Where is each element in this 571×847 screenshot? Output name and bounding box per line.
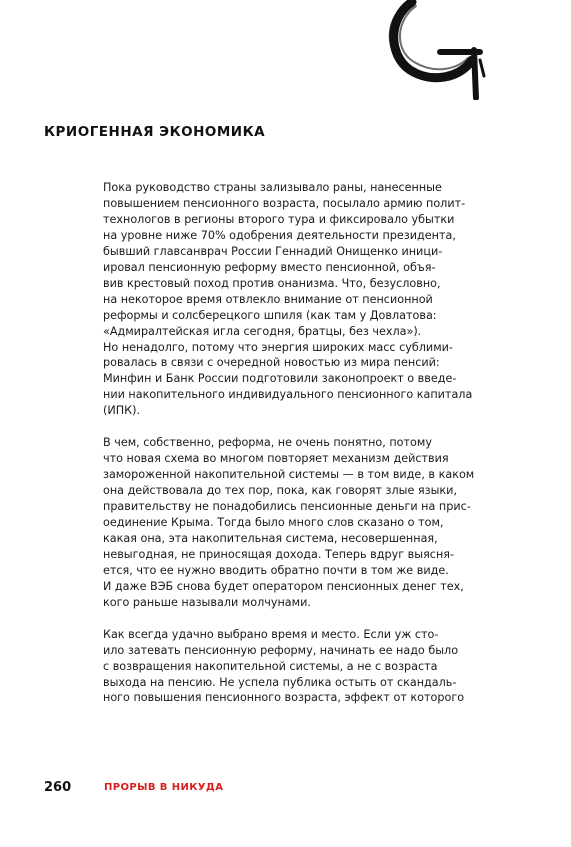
paragraph-3: [103, 627, 493, 707]
page-number: 260: [44, 780, 72, 795]
text-line: ется, что ее нужно вводить обратно почти в том же виде.: [103, 563, 449, 577]
text-line: ного повышения пенсионного возраста, эффект от которого: [103, 691, 465, 705]
text-line: Как всегда удачно выбрано время и место. Если уж сто-: [103, 627, 439, 641]
text-line: правительству не понадобились пенсионные деньги на прис-: [103, 500, 471, 514]
text-line: ировал пенсионную реформу вместо пенсионной, объя-: [103, 260, 436, 274]
text-line: бывший главсанврач России Геннадий Онищенко иници-: [103, 244, 443, 258]
text-line: выхода на пенсию. Не успела публика остыть от скандаль-: [103, 675, 457, 689]
text-line: оединение Крыма. Тогда было много слов сказано о том,: [103, 516, 444, 529]
text-line: на некоторое время отвлекло внимание от пенсионной: [103, 292, 433, 306]
text-line: вив крестовый поход против онанизма. Что, безусловно,: [103, 276, 441, 290]
brush-stroke-g-logo-icon: [380, 0, 490, 100]
text-line: (ИПК).: [103, 404, 141, 418]
text-line: ровалась в связи с очередной новостью из мира пенсий:: [103, 356, 440, 370]
text-line: какая она, эта накопительная система, несовершенная,: [103, 531, 438, 545]
paragraph-2: [103, 435, 493, 610]
text-line: повышением пенсионного возраста, посылало армию полит-: [103, 196, 466, 210]
text-line: «Адмиралтейская игла сегодня, братцы, без чехла»).: [103, 324, 422, 338]
running-footer-book-title: ПРОРЫВ В НИКУДА: [104, 782, 224, 793]
paragraph-1: [103, 180, 493, 419]
text-line: замороженной накопительной системы — в том виде, в каком: [103, 468, 475, 482]
text-line: кого раньше называли молчунами.: [103, 595, 311, 609]
text-line: что новая схема во многом повторяет механизм действия: [103, 452, 449, 466]
text-line: технологов в регионы второго тура и фиксировало убытки: [103, 212, 455, 226]
text-line: на уровне ниже 70% одобрения деятельности президента,: [103, 228, 456, 242]
text-line: В чем, собственно, реформа, не очень понятно, потому: [103, 436, 432, 450]
text-line: с возвращения накопительной системы, а не с возраста: [103, 659, 438, 673]
text-line: невыгодная, не приносящая дохода. Теперь вдруг выясня-: [103, 547, 455, 561]
text-line: Но ненадолго, потому что энергия широких масс сублими-: [103, 340, 453, 354]
text-line: Пока руководство страны зализывало раны, нанесенные: [103, 181, 442, 194]
section-title: КРИОГЕННАЯ ЭКОНОМИКА: [44, 124, 266, 140]
text-line: она действовала до тех пор, пока, как говорят злые языки,: [103, 484, 458, 498]
text-line: реформы и солсберецкого шпиля (как там у Довлатова:: [103, 308, 437, 322]
article-body: [103, 180, 493, 722]
text-line: ило затевать пенсионную реформу, начинать ее надо было: [103, 643, 459, 657]
text-line: Минфин и Банк России подготовили законопроект о введе-: [103, 372, 457, 386]
text-line: нии накопительного индивидуального пенсионного капитала: [103, 388, 473, 402]
text-line: И даже ВЭБ снова будет оператором пенсионных денег тех,: [103, 579, 464, 593]
